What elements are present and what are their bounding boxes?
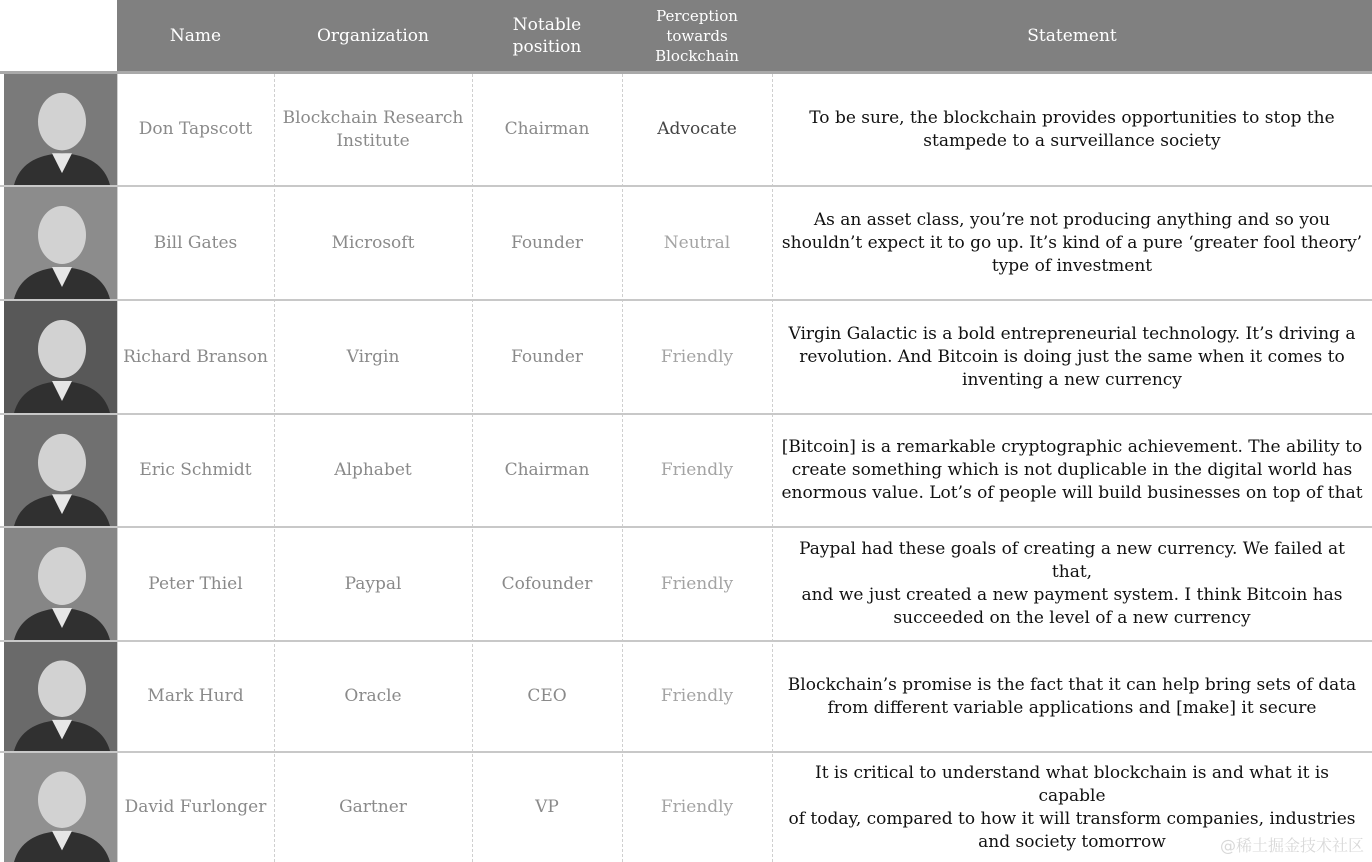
cell-organization: Gartner <box>339 797 407 817</box>
cell-perception: Friendly <box>660 797 734 817</box>
header-perception: Perception towards Blockchain <box>622 0 772 71</box>
cell-position: VP <box>535 797 559 817</box>
cell-position: Chairman <box>504 119 590 139</box>
cell-perception: Friendly <box>660 573 734 594</box>
cell-organization: Microsoft <box>331 232 415 253</box>
portrait-photo <box>4 528 117 640</box>
cell-position: Cofounder <box>501 573 593 594</box>
portrait-photo <box>4 415 117 526</box>
header-organization: Organization <box>274 0 472 71</box>
cell-statement: [Bitcoin] is a remarkable cryptographic achievement. The ability to create something which is not duplicable in the digital world has enormous value. Lot’s of people will build businesses on top of that <box>781 437 1363 503</box>
cell-perception: Friendly <box>660 346 734 367</box>
cell-organization: Blockchain Research Institute <box>282 107 464 151</box>
cell-position: CEO <box>527 686 567 706</box>
cell-position: Founder <box>510 346 584 367</box>
cell-organization: Oracle <box>344 686 402 706</box>
portrait-photo <box>4 187 117 299</box>
cell-perception: Friendly <box>660 686 734 706</box>
cell-name: Don Tapscott <box>138 119 253 139</box>
cell-statement: Blockchain’s promise is the fact that it can help bring sets of data from different variable applications and [make] it secure <box>787 674 1357 718</box>
header-statement: Statement <box>772 0 1372 71</box>
header-name: Name <box>117 0 274 71</box>
cell-perception: Friendly <box>660 460 734 480</box>
portrait-photo <box>4 74 117 185</box>
header-photo-blank <box>0 0 117 71</box>
cell-name: Bill Gates <box>153 232 238 253</box>
cell-organization: Virgin <box>346 346 400 367</box>
cell-name: Peter Thiel <box>148 573 243 594</box>
portrait-photo <box>4 753 117 862</box>
cell-name: Mark Hurd <box>147 686 244 706</box>
cell-organization: Paypal <box>344 573 402 594</box>
header-position: Notable position <box>472 0 622 71</box>
cell-statement: Virgin Galactic is a bold entrepreneurial technology. It’s driving a revolution. And Bitcoin is doing just the same when it comes to inventing a new currency <box>788 323 1356 390</box>
cell-position: Founder <box>510 232 584 253</box>
cell-name: David Furlonger <box>124 797 267 817</box>
cell-position: Chairman <box>504 460 590 480</box>
cell-statement: Paypal had these goals of creating a new currency. We failed at that, and we just created a new payment system. I think Bitcoin has succeeded on the level of a new currency <box>799 539 1345 628</box>
portrait-photo <box>4 301 117 413</box>
cell-perception: Neutral <box>663 232 731 253</box>
cell-perception: Advocate <box>657 119 737 139</box>
cell-name: Richard Branson <box>123 346 268 367</box>
cell-statement: As an asset class, you’re not producing anything and so you shouldn’t expect it to go up. It’s kind of a pure ‘greater fool theory’ type of investment <box>781 209 1363 276</box>
portrait-photo <box>4 642 117 751</box>
cell-statement: To be sure, the blockchain provides opportunities to stop the stampede to a surveillance society <box>809 107 1335 151</box>
cell-statement: It is critical to understand what blockchain is and what it is capable of today, compared to how it will transform companies, industries and society tomorrow <box>788 762 1356 852</box>
cell-organization: Alphabet <box>334 460 412 480</box>
watermark: @稀土掘金技术社区 <box>1219 836 1364 855</box>
cell-name: Eric Schmidt <box>139 460 252 480</box>
